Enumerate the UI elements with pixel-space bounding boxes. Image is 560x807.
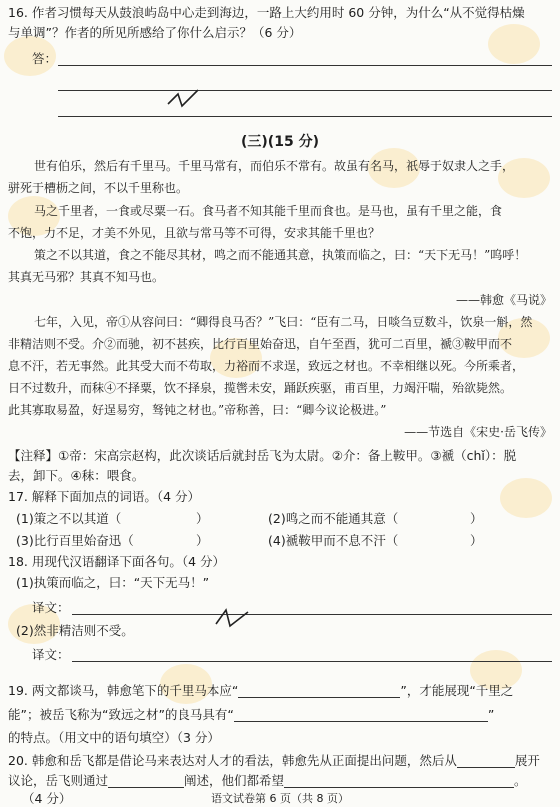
q19-line2 <box>8 706 494 723</box>
passage1-line: 骈死于槽枥之间，不以千里称也。 <box>8 181 189 195</box>
fill-blank[interactable] <box>238 684 400 698</box>
passage2-line: 日不过数升，而秣④不择粟，饮不择泉，揽辔未安，踊跃疾驱，甫百里，力竭汗喘，殆欲毙然。 <box>8 381 513 395</box>
page-footer: 语文试卷第 6 页（共 8 页） <box>211 792 349 805</box>
q16-line1: 16. 作者习惯每天从鼓浪屿岛中心走到海边，一路上大约用时 60 分钟，为什么“从不觉得枯燥 <box>8 5 525 20</box>
q19-part4: ” <box>487 707 495 722</box>
q19-part2: ”，才能展现“千里之 <box>400 683 514 698</box>
passage1-line: 其真无马邪？其真不知马也。 <box>8 270 165 284</box>
q17-item-1-close: ） <box>196 511 209 526</box>
q20-line2 <box>8 772 527 789</box>
passage1-line: 马之千里者，一食或尽粟一石。食马者不知其能千里而食也。是马也，虽有千里之能，食 <box>34 204 503 218</box>
q20-part5: 。 <box>514 773 527 788</box>
q19-part1: 19. 两文都谈马，韩愈笔下的千里马本应“ <box>8 683 239 698</box>
q20-part3: 议论，岳飞则通过 <box>8 773 109 788</box>
fill-blank[interactable] <box>457 754 515 768</box>
passage1-source: ——韩愈《马说》 <box>455 293 552 307</box>
answer-line[interactable] <box>72 661 552 662</box>
passage1-line: 不饱，力不足，才美不外见，且欲与常马等不可得，安求其能千里也？ <box>8 226 381 240</box>
passage2-line: 非精洁则不受。介②而驰，初不甚疾，比行百里始奋迅，自午至酉，犹可二百里，褫③鞍甲而不 <box>8 337 513 351</box>
section-title: (三)(15 分) <box>241 134 319 150</box>
notes-line1: 【注释】①帝：宋高宗赵构，此次谈话后就封岳飞为太尉。②介：备上鞍甲。③褫（chǐ）：脱 <box>8 448 517 463</box>
passage2-line: 七年，入见，帝①从容问曰：“卿得良马否？”飞曰：“臣有二马，日啖刍豆数斗，饮泉一斛，然 <box>34 315 533 329</box>
answer-line[interactable] <box>58 65 552 66</box>
q18-item-2: (2)然非精洁则不受。 <box>16 623 134 638</box>
q20-score: （4 分） <box>22 791 72 806</box>
passage1-line: 世有伯乐，然后有千里马。千里马常有，而伯乐不常有。故虽有名马，祇辱于奴隶人之手， <box>34 159 515 173</box>
fill-blank[interactable] <box>108 774 184 788</box>
q18-item-1: (1)执策而临之，曰：“天下无马！” <box>16 575 210 590</box>
handwritten-check-mark <box>164 86 204 116</box>
fill-blank[interactable] <box>234 708 488 722</box>
fill-blank[interactable] <box>284 774 514 788</box>
q17-item-1: (1)策之不以其道（ <box>16 511 122 526</box>
q17-item-4: (4)褫鞍甲而不息不汗（ <box>268 533 399 548</box>
q18-title: 18. 用现代汉语翻译下面各句。（4 分） <box>8 554 226 569</box>
q18-answer-label: 译文： <box>32 600 70 615</box>
q16-line2: 与单调”？作者的所见所感给了你什么启示？（6 分） <box>8 25 302 40</box>
watermark-logo <box>488 24 540 64</box>
watermark-logo <box>500 478 552 518</box>
handwritten-check-mark <box>212 604 252 634</box>
passage2-source: ——节选自《宋史·岳飞传》 <box>404 425 552 439</box>
q19-part3: 能”；被岳飞称为“致远之材”的良马具有“ <box>8 707 234 722</box>
q20-part1: 20. 韩愈和岳飞都是借论马来表达对人才的看法，韩愈先从正面提出问题，然后从 <box>8 753 457 768</box>
q17-item-2-close: ） <box>470 511 483 526</box>
passage2-line: 息不汗，若无事然。此其受大而不苟取，力裕而不求逞，致远之材也。不幸相继以死。今所乘者， <box>8 359 525 373</box>
q17-item-4-close: ） <box>470 533 483 548</box>
passage1-line: 策之不以其道，食之不能尽其材，鸣之而不能通其意，执策而临之，曰：“天下无马！”呜呼！ <box>34 248 527 262</box>
q20-line1 <box>8 752 540 769</box>
q19-line1 <box>8 682 513 699</box>
q16-answer-label: 答： <box>32 51 58 66</box>
answer-line[interactable] <box>58 116 552 117</box>
q18-answer-label: 译文： <box>32 647 70 662</box>
q17-item-2: (2)鸣之而不能通其意（ <box>268 511 399 526</box>
answer-line[interactable] <box>58 90 552 91</box>
q19-line3: 的特点。（用文中的语句填空）（3 分） <box>8 730 220 745</box>
q17-title: 17. 解释下面加点的词语。（4 分） <box>8 489 201 504</box>
q17-item-3: (3)比行百里始奋迅（ <box>16 533 134 548</box>
q17-item-3-close: ） <box>196 533 209 548</box>
q20-part2: 展开 <box>514 753 540 768</box>
passage2-line: 此其寡取易盈，好逞易穷，驽钝之材也。”帝称善，曰：“卿今议论极进。” <box>8 403 387 417</box>
answer-line[interactable] <box>72 614 552 615</box>
q20-part4: 阐述，他们都希望 <box>184 773 285 788</box>
notes-line2: 去，卸下。④秣：喂食。 <box>8 468 145 483</box>
